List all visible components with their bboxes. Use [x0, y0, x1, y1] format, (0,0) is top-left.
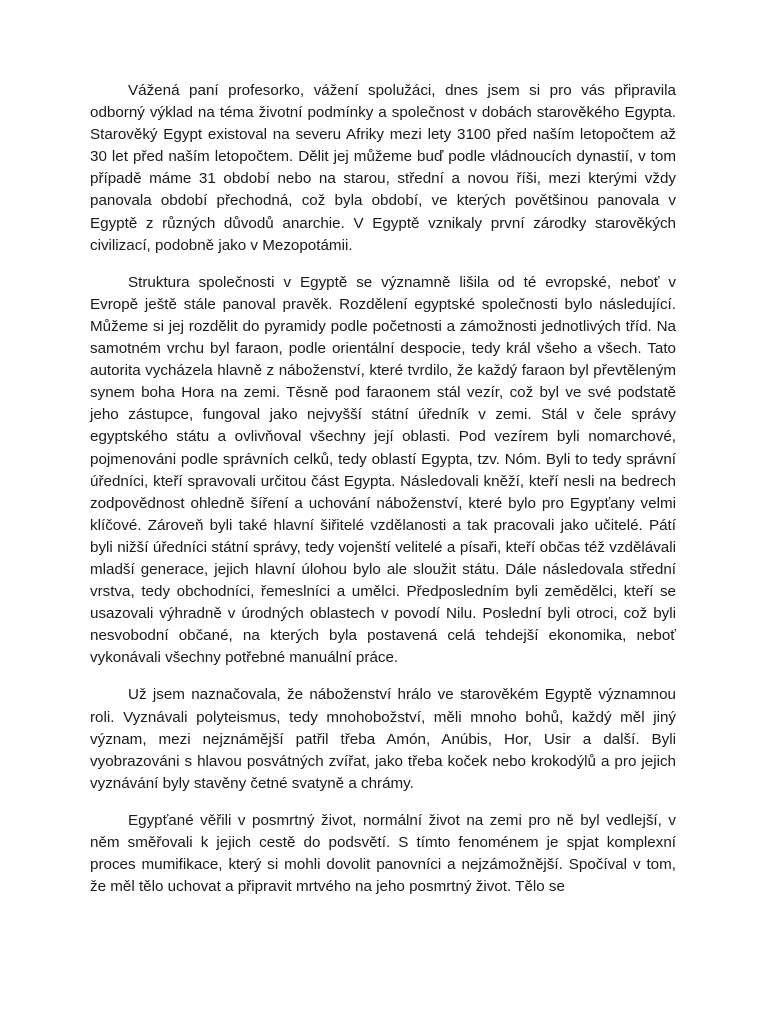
paragraph-intro: Vážená paní profesorko, vážení spolužáci, dnes jsem si pro vás připravila odborný výklad na téma životní podmínky a společnost v dobách starověkého Egypta. Starověký Egypt existoval na severu Afriky mezi lety 3100 před naším letopočtem až 30 let před naším letopočtem. Dělit jej můžeme buď podle vládnoucích dynastií, v tom případě máme 31 období nebo na starou, střední a novou říši, mezi kterými vždy panovala období přechodná, což byla období, ve kterých povětšinou panovala v Egyptě z různých důvodů anarchie. V Egyptě vznikaly první zárodky starověkých civilizací, podobně jako v Mezopotámii.	[90, 82, 676, 254]
document-page	[90, 80, 676, 913]
paragraph-religion: Už jsem naznačovala, že náboženství hrálo ve starověkém Egyptě významnou roli. Vyznávali polyteismus, tedy mnohobožství, měli mnoho bohů, každý měl jiný význam, mezi nejznámější patřil třeba Amón, Anúbis, Hor, Usir a další. Byli vyobrazováni s hlavou posvátných zvířat, jako třeba koček nebo krokodýlů a pro jejich vyznávání byly stavěny četné svatyně a chrámy.	[90, 686, 676, 792]
paragraph-afterlife: Egypťané věřili v posmrtný život, normální život na zemi pro ně byl vedlejší, v něm směřovali k jejich cestě do podsvětí. S tímto fenoménem je spjat komplexní proces mumifikace, který si mohli dovolit panovníci a nejzámožnější. Spočíval v tom, že měl tělo uchovat a připravit mrtvého na jeho posmrtný život. Tělo se	[90, 811, 676, 896]
paragraph-society-structure: Struktura společnosti v Egyptě se významně lišila od té evropské, neboť v Evropě ještě stále panoval pravěk. Rozdělení egyptské společnosti bylo následující. Můžeme si jej rozdělit do pyramidy podle početnosti a zámožnosti jednotlivých tříd. Na samotném vrchu byl faraon, podle orientální despocie, tedy král všeho a všech. Tato autorita vycházela hlavně z náboženství, které tvrdilo, že každý faraon byl převtěleným synem boha Hora na zemi. Těsně pod faraonem stál vezír, což byl ve své podstatě jeho zástupce, fungoval jako nejvyšší státní úředník v zemi. Stál v čele správy egyptského státu a ovlivňoval všechny její oblasti. Pod vezírem byli nomarchové, pojmenováni podle správních celků, tedy oblastí Egypta, tzv. Nóm. Byli to tedy správní úředníci, kteří spravovali určitou část Egypta. Následovali kněží, kteří nesli na bedrech zodpovědnost ohledně šíření a uchování náboženství, které bylo pro Egypťany velmi klíčové. Zároveň byli také hlavní šiřitelé vzdělanosti a tak pracovali jako učitelé. Pátí byli nižší úředníci státní správy, tedy vojenští velitelé a písaři, kteří občas též vzdělávali mladší generace, jejich hlavní úlohou bylo ale sloužit státu. Dále následovala střední vrstva, tedy obchodníci, řemeslníci a umělci. Předposledním byli zemědělci, kteří se usazovali výhradně v úrodných oblastech v povodí Nilu. Poslední byli otroci, což byli nesvobodní občané, na kterých byla postavená celá tehdejší ekonomika, neboť vykonávali všechny potřebné manuální práce.	[90, 273, 676, 667]
